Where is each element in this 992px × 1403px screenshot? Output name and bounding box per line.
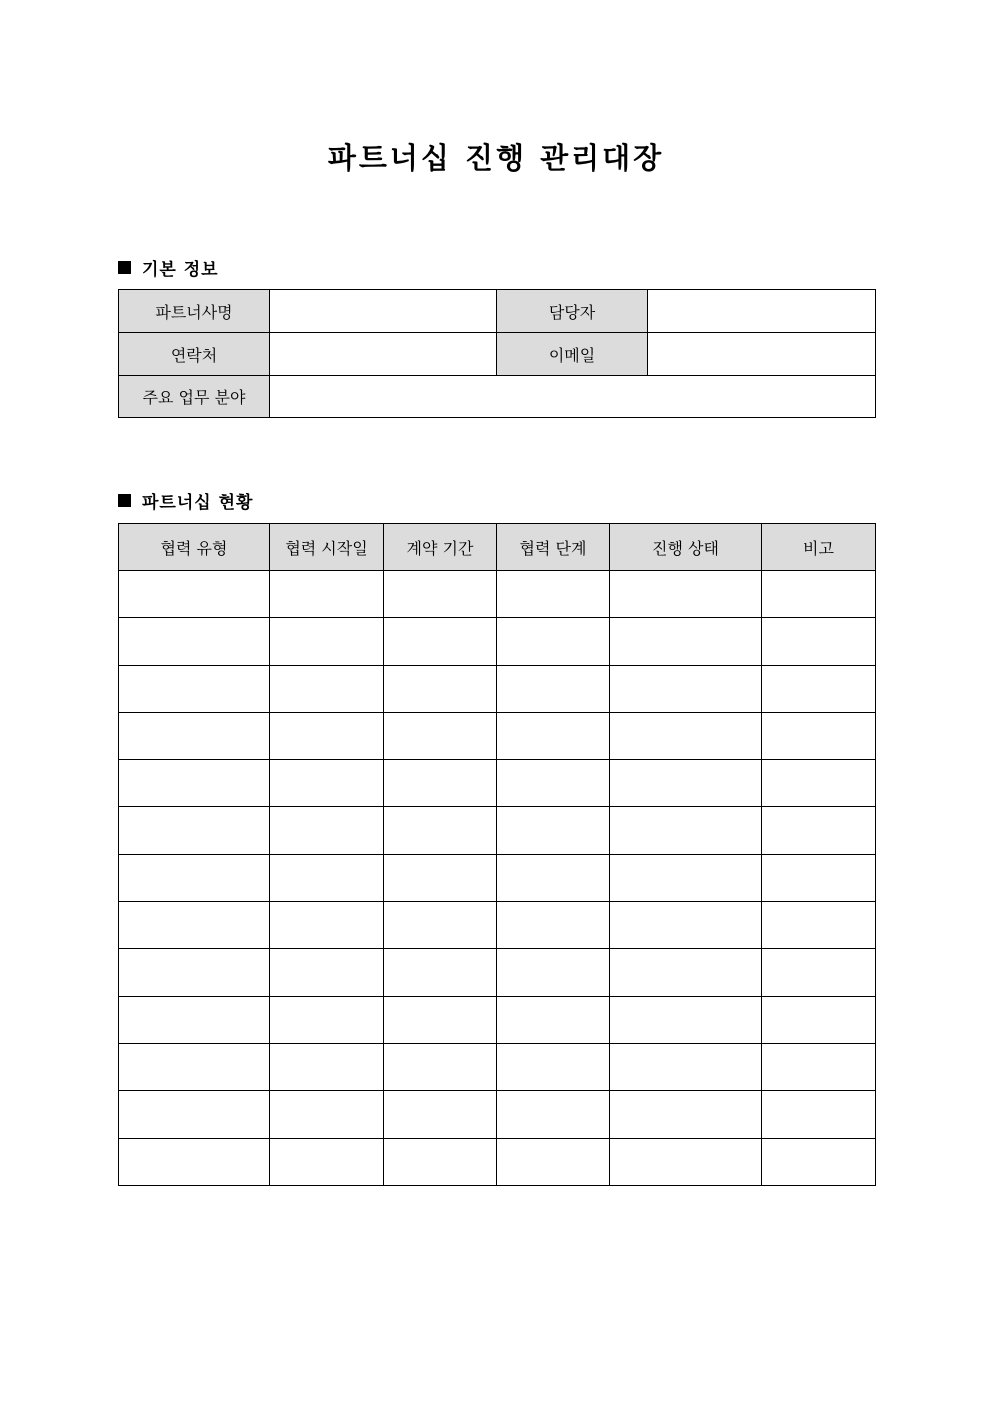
table-cell-progress[interactable] xyxy=(610,902,762,949)
info-row-business-area xyxy=(119,376,876,418)
table-cell-start-date[interactable] xyxy=(270,712,384,759)
table-row xyxy=(119,1091,876,1138)
contact-person-field[interactable] xyxy=(648,290,876,333)
table-cell-remarks[interactable] xyxy=(762,571,876,618)
table-cell-remarks[interactable] xyxy=(762,1138,876,1185)
table-cell-progress[interactable] xyxy=(610,571,762,618)
table-cell-stage[interactable] xyxy=(497,996,610,1043)
table-cell-type[interactable] xyxy=(119,760,270,807)
table-cell-contract-period[interactable] xyxy=(384,712,497,759)
table-cell-start-date[interactable] xyxy=(270,996,384,1043)
column-header-type: 협력 유형 xyxy=(119,524,270,571)
table-cell-start-date[interactable] xyxy=(270,902,384,949)
table-cell-stage[interactable] xyxy=(497,1043,610,1090)
table-cell-type[interactable] xyxy=(119,807,270,854)
table-cell-contract-period[interactable] xyxy=(384,902,497,949)
table-cell-progress[interactable] xyxy=(610,1138,762,1185)
table-cell-start-date[interactable] xyxy=(270,1138,384,1185)
basic-info-heading-text: 기본 정보 xyxy=(142,260,219,280)
square-bullet-icon xyxy=(118,261,131,274)
table-cell-stage[interactable] xyxy=(497,618,610,665)
table-cell-contract-period[interactable] xyxy=(384,949,497,996)
table-cell-remarks[interactable] xyxy=(762,618,876,665)
table-row xyxy=(119,665,876,712)
table-cell-type[interactable] xyxy=(119,618,270,665)
table-cell-type[interactable] xyxy=(119,902,270,949)
table-cell-type[interactable] xyxy=(119,1043,270,1090)
table-row xyxy=(119,807,876,854)
email-field[interactable] xyxy=(648,333,876,376)
table-cell-remarks[interactable] xyxy=(762,807,876,854)
table-cell-contract-period[interactable] xyxy=(384,996,497,1043)
partnership-status-heading xyxy=(118,488,253,513)
table-row xyxy=(119,854,876,901)
table-row xyxy=(119,760,876,807)
table-cell-start-date[interactable] xyxy=(270,854,384,901)
partner-name-label: 파트너사명 xyxy=(119,290,270,333)
contact-person-label: 담당자 xyxy=(497,290,648,333)
table-cell-stage[interactable] xyxy=(497,807,610,854)
table-row xyxy=(119,1043,876,1090)
table-cell-remarks[interactable] xyxy=(762,760,876,807)
table-cell-type[interactable] xyxy=(119,996,270,1043)
table-cell-contract-period[interactable] xyxy=(384,854,497,901)
table-cell-progress[interactable] xyxy=(610,996,762,1043)
table-cell-contract-period[interactable] xyxy=(384,807,497,854)
column-header-stage: 협력 단계 xyxy=(497,524,610,571)
table-cell-start-date[interactable] xyxy=(270,618,384,665)
status-header-row xyxy=(119,524,876,571)
info-row-partner xyxy=(119,290,876,333)
table-cell-remarks[interactable] xyxy=(762,1091,876,1138)
table-cell-progress[interactable] xyxy=(610,665,762,712)
table-cell-remarks[interactable] xyxy=(762,996,876,1043)
column-header-progress: 진행 상태 xyxy=(610,524,762,571)
table-row xyxy=(119,712,876,759)
table-cell-contract-period[interactable] xyxy=(384,618,497,665)
table-row xyxy=(119,618,876,665)
table-cell-remarks[interactable] xyxy=(762,949,876,996)
partner-name-field[interactable] xyxy=(270,290,497,333)
column-header-contract-period: 계약 기간 xyxy=(384,524,497,571)
table-cell-type[interactable] xyxy=(119,665,270,712)
table-cell-stage[interactable] xyxy=(497,665,610,712)
business-area-label: 주요 업무 분야 xyxy=(119,376,270,418)
table-cell-progress[interactable] xyxy=(610,760,762,807)
table-cell-start-date[interactable] xyxy=(270,1091,384,1138)
table-cell-stage[interactable] xyxy=(497,1138,610,1185)
column-header-start-date: 협력 시작일 xyxy=(270,524,384,571)
partnership-status-heading-text: 파트너십 현황 xyxy=(142,493,254,513)
table-cell-contract-period[interactable] xyxy=(384,1091,497,1138)
table-cell-contract-period[interactable] xyxy=(384,760,497,807)
table-cell-start-date[interactable] xyxy=(270,807,384,854)
square-bullet-icon xyxy=(118,494,131,507)
table-cell-contract-period[interactable] xyxy=(384,665,497,712)
table-cell-progress[interactable] xyxy=(610,1091,762,1138)
table-cell-start-date[interactable] xyxy=(270,760,384,807)
phone-label: 연락처 xyxy=(119,333,270,376)
table-cell-stage[interactable] xyxy=(497,712,610,759)
table-row xyxy=(119,949,876,996)
table-cell-progress[interactable] xyxy=(610,712,762,759)
table-row xyxy=(119,996,876,1043)
column-header-remarks: 비고 xyxy=(762,524,876,571)
table-cell-type[interactable] xyxy=(119,854,270,901)
table-cell-start-date[interactable] xyxy=(270,665,384,712)
table-cell-progress[interactable] xyxy=(610,949,762,996)
table-cell-progress[interactable] xyxy=(610,854,762,901)
email-label: 이메일 xyxy=(497,333,648,376)
table-row xyxy=(119,1138,876,1185)
table-cell-type[interactable] xyxy=(119,571,270,618)
table-cell-contract-period[interactable] xyxy=(384,1138,497,1185)
table-cell-stage[interactable] xyxy=(497,760,610,807)
info-row-contact xyxy=(119,333,876,376)
table-cell-type[interactable] xyxy=(119,712,270,759)
table-cell-type[interactable] xyxy=(119,1091,270,1138)
partnership-status-table xyxy=(118,523,876,1186)
table-cell-stage[interactable] xyxy=(497,571,610,618)
table-cell-type[interactable] xyxy=(119,1138,270,1185)
table-cell-remarks[interactable] xyxy=(762,902,876,949)
phone-field[interactable] xyxy=(270,333,497,376)
table-cell-progress[interactable] xyxy=(610,807,762,854)
status-table-body xyxy=(119,571,876,1186)
table-cell-start-date[interactable] xyxy=(270,949,384,996)
table-cell-progress[interactable] xyxy=(610,618,762,665)
table-cell-type[interactable] xyxy=(119,949,270,996)
table-cell-stage[interactable] xyxy=(497,854,610,901)
table-row xyxy=(119,571,876,618)
basic-info-table xyxy=(118,289,876,418)
table-cell-progress[interactable] xyxy=(610,1043,762,1090)
table-cell-stage[interactable] xyxy=(497,949,610,996)
table-cell-start-date[interactable] xyxy=(270,571,384,618)
table-cell-contract-period[interactable] xyxy=(384,1043,497,1090)
table-cell-remarks[interactable] xyxy=(762,712,876,759)
page-title: 파트너십 진행 관리대장 xyxy=(327,141,665,175)
table-cell-remarks[interactable] xyxy=(762,1043,876,1090)
table-row xyxy=(119,902,876,949)
table-cell-stage[interactable] xyxy=(497,902,610,949)
table-cell-contract-period[interactable] xyxy=(384,571,497,618)
business-area-field[interactable] xyxy=(270,376,876,418)
table-cell-remarks[interactable] xyxy=(762,854,876,901)
table-cell-start-date[interactable] xyxy=(270,1043,384,1090)
table-cell-stage[interactable] xyxy=(497,1091,610,1138)
table-cell-remarks[interactable] xyxy=(762,665,876,712)
basic-info-heading xyxy=(118,255,219,280)
